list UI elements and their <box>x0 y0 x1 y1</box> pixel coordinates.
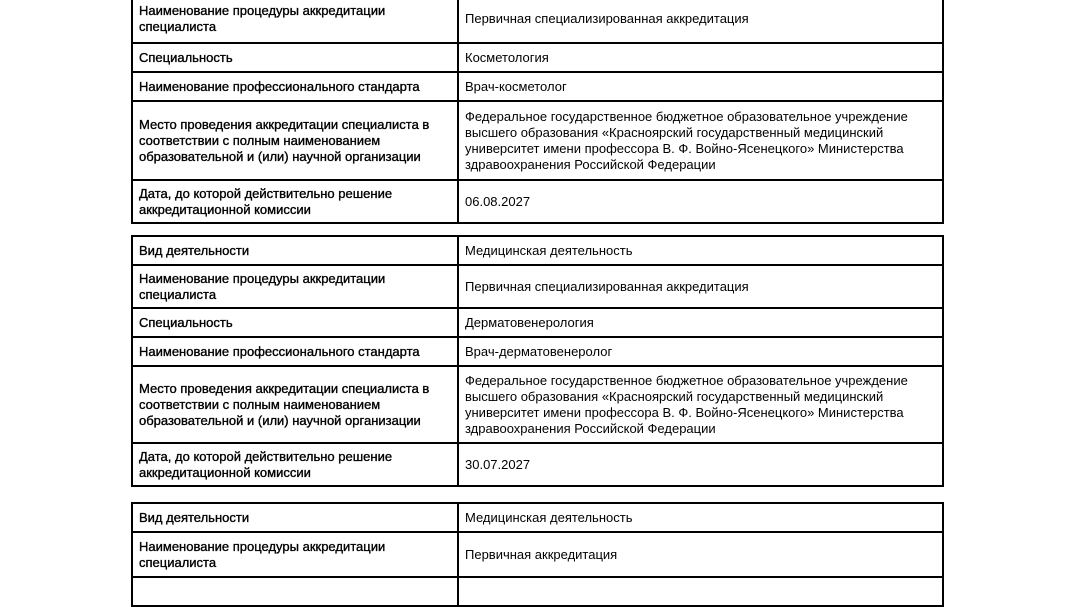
value-place: Федеральное государственное бюджетное образовательное учреждение высшего образования «Красноярский государственный медицинский университет имени профессора В. Ф. Войно-Ясенецкого» Министерства здравоохранения Российской Федерации <box>458 366 943 443</box>
value-standard: Врач-косметолог <box>458 72 943 101</box>
value-standard: Врач-дерматовенеролог <box>458 337 943 366</box>
accreditation-table-1 <box>131 0 944 224</box>
row-standard <box>132 337 943 366</box>
label-standard: Наименование профессионального стандарта <box>132 337 458 366</box>
label-specialty: Специальность <box>132 43 458 72</box>
row-specialty <box>132 43 943 72</box>
value-activity: Медицинская деятельность <box>458 503 943 532</box>
value-specialty: Косметология <box>458 43 943 72</box>
label-activity: Вид деятельности <box>132 236 458 265</box>
row-procedure <box>132 0 943 43</box>
row-place <box>132 366 943 443</box>
row-valid-until <box>132 180 943 223</box>
label-specialty: Специальность <box>132 308 458 337</box>
label-activity: Вид деятельности <box>132 503 458 532</box>
label-valid-until: Дата, до которой действительно решение аккредитационной комиссии <box>132 180 458 223</box>
row-activity <box>132 236 943 265</box>
row-standard <box>132 72 943 101</box>
row-procedure <box>132 265 943 308</box>
row-truncated <box>132 577 943 606</box>
label-valid-until: Дата, до которой действительно решение аккредитационной комиссии <box>132 443 458 486</box>
row-valid-until <box>132 443 943 486</box>
value-specialty: Дерматовенерология <box>458 308 943 337</box>
label-procedure: Наименование процедуры аккредитации специалиста <box>132 0 458 43</box>
value-procedure: Первичная аккредитация <box>458 532 943 577</box>
value-procedure: Первичная специализированная аккредитация <box>458 0 943 43</box>
label-truncated <box>132 577 458 606</box>
accreditation-table-3 <box>131 502 944 607</box>
label-standard: Наименование профессионального стандарта <box>132 72 458 101</box>
value-place: Федеральное государственное бюджетное образовательное учреждение высшего образования «Красноярский государственный медицинский университет имени профессора В. Ф. Войно-Ясенецкого» Министерства здравоохранения Российской Федерации <box>458 101 943 180</box>
row-activity <box>132 503 943 532</box>
value-valid-until: 06.08.2027 <box>458 180 943 223</box>
row-place <box>132 101 943 180</box>
value-procedure: Первичная специализированная аккредитация <box>458 265 943 308</box>
label-place: Место проведения аккредитации специалиста в соответствии с полным наименованием образовательной и (или) научной организации <box>132 101 458 180</box>
value-activity: Медицинская деятельность <box>458 236 943 265</box>
label-procedure: Наименование процедуры аккредитации специалиста <box>132 532 458 577</box>
row-procedure <box>132 532 943 577</box>
row-specialty <box>132 308 943 337</box>
value-valid-until: 30.07.2027 <box>458 443 943 486</box>
label-place: Место проведения аккредитации специалиста в соответствии с полным наименованием образовательной и (или) научной организации <box>132 366 458 443</box>
accreditation-table-2 <box>131 235 944 487</box>
label-procedure: Наименование процедуры аккредитации специалиста <box>132 265 458 308</box>
value-truncated <box>458 577 943 606</box>
